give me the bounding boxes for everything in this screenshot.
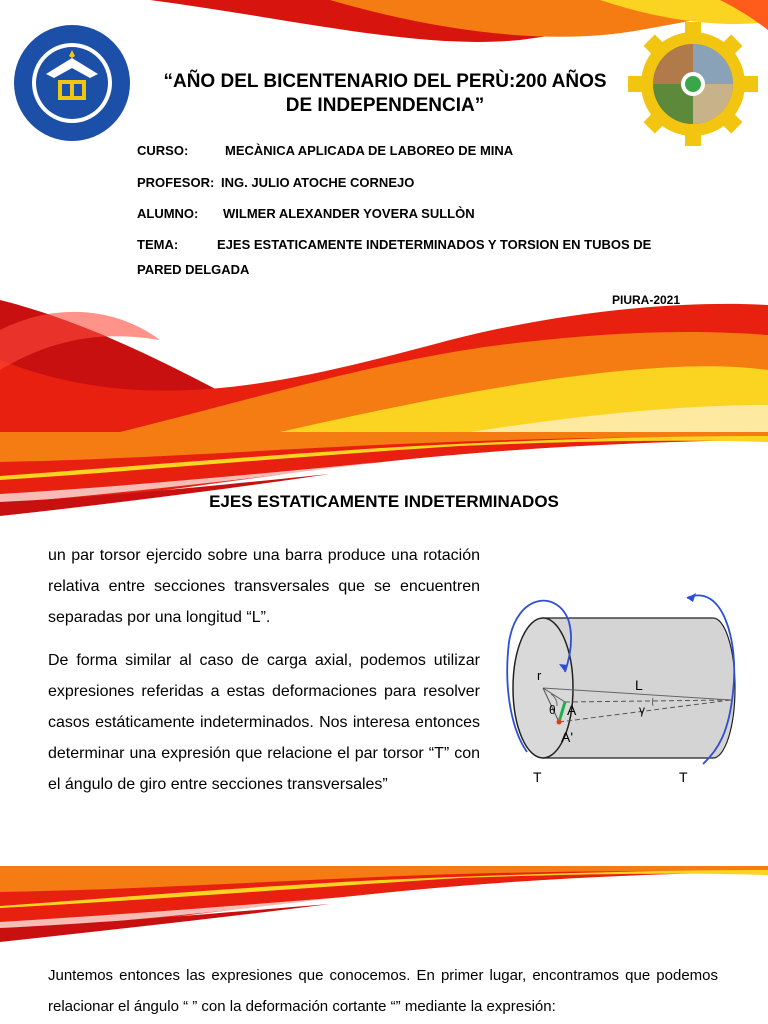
label-r: r [537, 668, 542, 683]
torsion-cylinder-diagram [503, 582, 739, 796]
label-a-prime: A' [561, 729, 574, 745]
student-value: WILMER ALEXANDER YOVERA SULLÒN [223, 206, 475, 221]
slide-title: “AÑO DEL BICENTENARIO DEL PERÙ:200 AÑOS DE INDEPENDENCIA” [163, 71, 607, 116]
paragraph-1: un par torsor ejercido sobre una barra produce una rotación relativa entre secciones transversales que se encuentren separadas por una longitud “L”. [48, 547, 480, 626]
topic-label: TEMA: [137, 237, 179, 252]
label-gamma: γ [639, 703, 645, 717]
course-value: MECÀNICA APLICADA DE LABOREO DE MINA [225, 143, 514, 158]
professor-value: ING. JULIO ATOCHE CORNEJO [221, 175, 415, 190]
content-slide-ejes [0, 432, 768, 866]
label-t-right: T [679, 769, 688, 785]
content-slide-continuation [0, 866, 768, 1024]
student-label: ALUMNO: [137, 206, 199, 221]
paragraph-2: De forma similar al caso de carga axial, podemos utilizar expresiones referidas a estas deformaciones para resolver casos estáticamente indeterminados. Nos interesa entonces determinar una expresión que relacione el par torsor “T” con el ángulo de giro entre secciones transversales” [48, 652, 480, 793]
place-year: PIURA-2021 [612, 293, 681, 307]
label-l: L [635, 677, 643, 693]
professor-line [137, 175, 414, 190]
label-theta: θ [549, 703, 556, 717]
topic-value-line1: EJES ESTATICAMENTE INDETERMINADOS Y TORSION EN TUBOS DE [217, 237, 652, 252]
paragraph-3: Juntemos entonces las expresiones que conocemos. En primer lugar, encontramos que podemos relacionar el ángulo “ ” con la deformación cortante “” mediante la expresión: [48, 967, 718, 1015]
engineering-gear-logo [628, 22, 758, 146]
topic-line [137, 237, 651, 252]
label-a: A [567, 702, 577, 718]
slide-heading: EJES ESTATICAMENTE INDETERMINADOS [209, 492, 559, 511]
university-seal-logo [12, 22, 132, 144]
topic-value-line2: PARED DELGADA [137, 262, 250, 277]
student-line [137, 206, 475, 221]
course-label: CURSO: [137, 143, 189, 158]
label-t-left: T [533, 769, 542, 785]
professor-label: PROFESOR: [137, 175, 215, 190]
course-line [137, 143, 513, 158]
title-slide [0, 0, 768, 432]
